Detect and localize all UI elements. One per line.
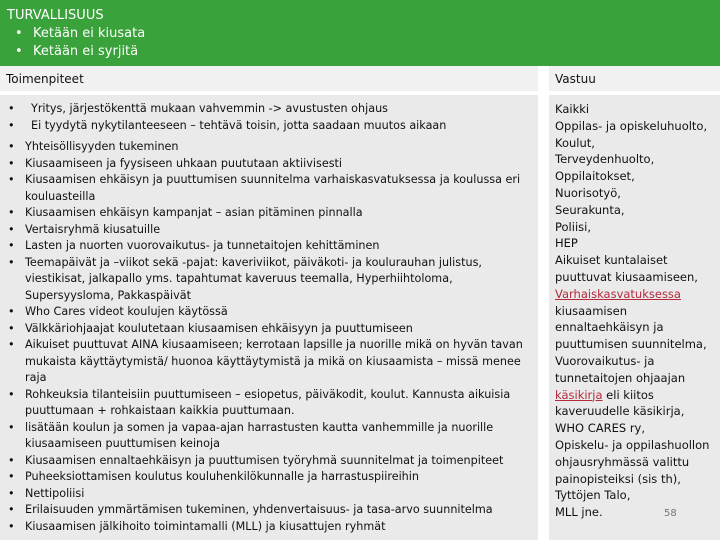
resp-line: Aikuiset kuntalaiset	[555, 253, 668, 268]
resp-line: Terveydenhuolto,	[555, 152, 655, 167]
list-item: • Kiusaamisen ehkäisyn ja puuttumisen suunnitelma varhaiskasvatuksessa ja koulussa eri kouluasteilla	[8, 172, 533, 205]
resp-line: painopisteiksi (sis th),	[555, 471, 681, 486]
responsibility-cell	[549, 95, 720, 540]
list-item: • Vertaisryhmä kiusatuille	[8, 222, 533, 239]
list-item: • Kiusaamisen ehkäisyn kampanjat – asian pitäminen pinnalla	[8, 205, 533, 222]
resp-line: Koulut,	[555, 135, 595, 150]
resp-line: Oppilas- ja opiskeluhuolto,	[555, 118, 708, 133]
resp-line: MLL jne.	[555, 505, 603, 520]
list-item: • Who Cares videot koulujen käytössä	[8, 304, 533, 321]
resp-line: Tyttöjen Talo,	[555, 488, 631, 503]
measures-list	[8, 139, 533, 535]
resp-line: Seurakunta,	[555, 202, 625, 217]
resp-line: ohjausryhmässä valittu	[555, 454, 690, 469]
list-item: • Kiusaamisen jälkihoito toimintamalli (MLL) ja kiusattujen ryhmät	[8, 519, 533, 536]
slide-title: TURVALLISUUS	[7, 8, 104, 23]
title-banner	[0, 0, 720, 66]
list-item: • Yhteisöllisyyden tukeminen	[8, 139, 533, 156]
measures-cell	[0, 95, 538, 540]
header-bullet: • Ketään ei kiusata	[7, 25, 713, 43]
resp-line	[555, 387, 717, 404]
resp-line: Nuorisotyö,	[555, 185, 621, 200]
resp-line-rest: eli kiitos	[602, 387, 654, 402]
resp-line: ennaltaehkäisyn ja	[555, 320, 664, 335]
list-item: • lisätään koulun ja somen ja vapaa-ajan harrastusten kautta vanhemmille ja nuorille kiusaamiseen puuttumisen keinoja	[8, 420, 533, 453]
list-item: • Nettipoliisi	[8, 486, 533, 503]
resp-line: kiusaamisen	[555, 303, 627, 318]
resp-line: Kaikki	[555, 102, 590, 116]
header-bullet: • Ketään ei syrjitä	[7, 43, 713, 61]
resp-line: Opiskelu- ja oppilashuollon	[555, 437, 710, 452]
resp-line: Vuorovaikutus- ja	[555, 353, 655, 368]
resp-line: Oppilaitokset,	[555, 169, 635, 184]
varhaiskasvatus-link[interactable]: Varhaiskasvatuksessa	[555, 286, 681, 301]
list-item: • Erilaisuuden ymmärtämisen tukeminen, yhdenvertaisuus- ja tasa-arvo suunnitelma	[8, 502, 533, 519]
responsibility-text	[555, 101, 717, 521]
resp-line: WHO CARES ry,	[555, 421, 646, 436]
measures-intro-list	[8, 101, 528, 134]
resp-line: HEP	[555, 236, 578, 251]
resp-line: Poliisi,	[555, 219, 591, 234]
resp-line: kaveruudelle käsikirja,	[555, 404, 685, 419]
kasikirja-link[interactable]: käsikirja	[555, 387, 603, 402]
column-header-responsibility: Vastuu	[549, 66, 720, 93]
page-number: 58	[664, 508, 677, 519]
resp-line: puuttuvat kiusaamiseen,	[555, 269, 698, 284]
list-item: • Kiusaamisen ennaltaehkäisyn ja puuttumisen työryhmä suunnitelmat ja toimenpiteet	[8, 453, 533, 470]
column-header-measures: Toimenpiteet	[0, 66, 538, 93]
resp-line: puuttumisen suunnitelma,	[555, 337, 707, 352]
measures-table	[0, 66, 720, 540]
list-item: • Lasten ja nuorten vuorovaikutus- ja tunnetaitojen kehittäminen	[8, 238, 533, 255]
list-item: • Rohkeuksia tilanteisiin puuttumiseen – esiopetus, päiväkodit, koulut. Kannusta aikuisia puuttumaan + rohkaistaan kaikkia puuttumaan.	[8, 387, 533, 420]
list-item: • Yritys, järjestökenttä mukaan vahvemmin -> avustusten ohjaus	[8, 101, 528, 118]
list-item: • Välkkäriohjaajat koulutetaan kiusaamisen ehkäisyyn ja puuttumiseen	[8, 321, 533, 338]
resp-line: tunnetaitojen ohjaajan	[555, 370, 686, 385]
list-item: • Aikuiset puuttuvat AINA kiusaamiseen; kerrotaan lapsille ja nuorille mikä on hyvän tavan mukaista käyttäytymistä/ huonoa käyttäytymistä ja mikä on kiusaamista – missä menee raja	[8, 337, 533, 387]
header-bullets	[7, 25, 713, 61]
list-item: • Ei tyydytä nykytilanteeseen – tehtävä toisin, jotta saadaan muutos aikaan	[8, 118, 528, 135]
list-item: • Puheeksiottamisen koulutus kouluhenkilökunnalle ja harrastuspiireihin	[8, 469, 533, 486]
list-item: • Kiusaamiseen ja fyysiseen uhkaan puututaan aktiivisesti	[8, 156, 533, 173]
list-item: • Teemapäivät ja –viikot sekä -pajat: kaveriviikot, päiväkoti- ja koulurauhan julistus, viestikisat, jalkapallo yms. tapahtumat kaveruus teemalla, Hyperhiihtoloma, Supersyysloma, Pakkaspäivät	[8, 255, 533, 305]
